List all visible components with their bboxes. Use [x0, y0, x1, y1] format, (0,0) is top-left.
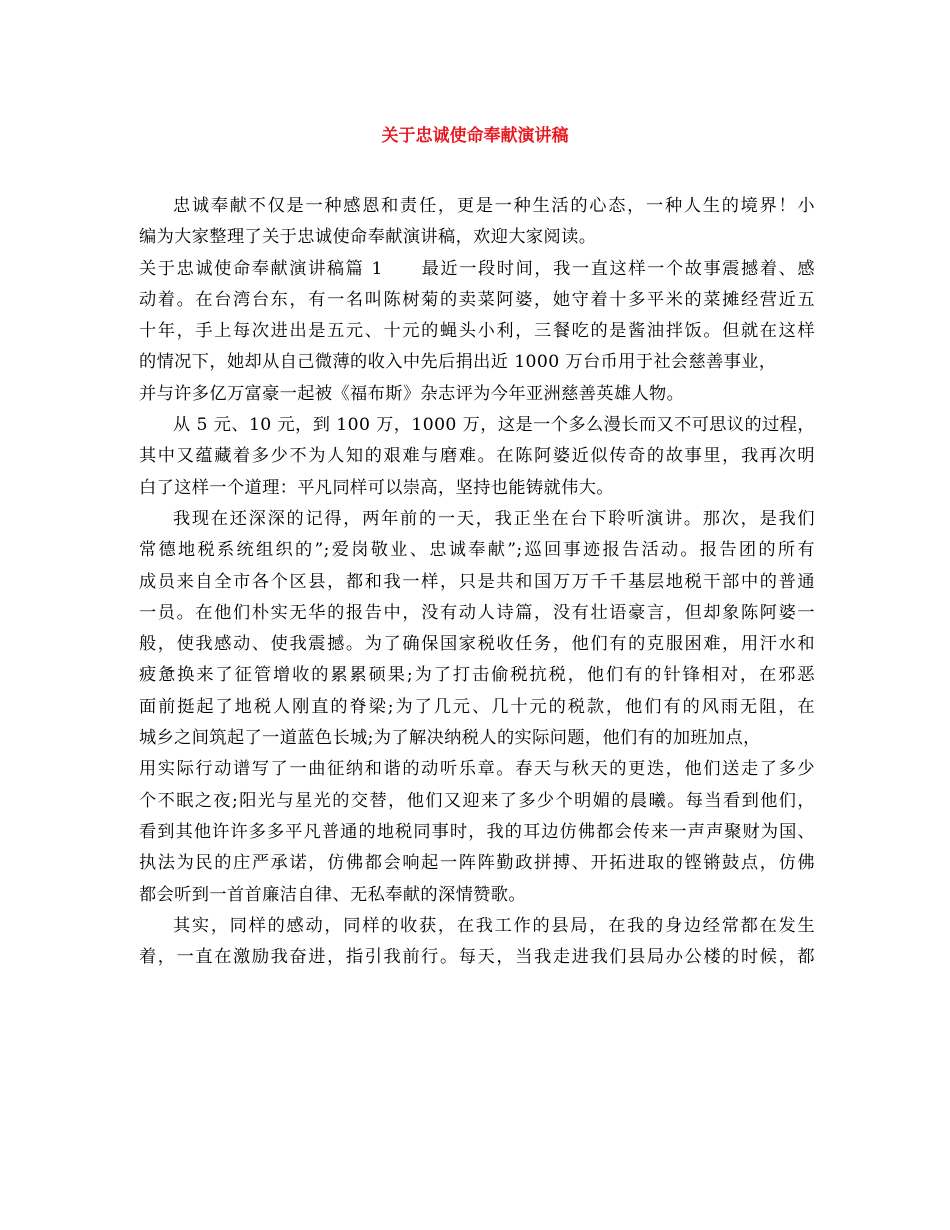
text-line: 着，一直在激励我奋进，指引我前行。每天，当我走进我们县局办公楼的时候，都 — [139, 947, 815, 968]
text-line: 动着。在台湾台东，有一名叫陈树菊的卖菜阿婆，她守着十多平米的菜摊经营近五 — [139, 289, 815, 310]
text-line: 疲惫换来了征管增收的累累硕果;为了打击偷税抗税，他们有的针锋相对，在邪恶 — [139, 665, 815, 686]
text-line: 我现在还深深的记得，两年前的一天，我正坐在台下聆听演讲。那次，是我们 — [173, 508, 815, 529]
text-line: 白了这样一个道理：平凡同样可以崇高，坚持也能铸就伟大。 — [139, 477, 614, 498]
document-title: 关于忠诚使命奉献演讲稿 — [381, 126, 569, 146]
text-line: 关于忠诚使命奉献演讲稿篇 1 最近一段时间，我一直这样一个故事震撼着、感 — [139, 258, 815, 279]
text-line: 的情况下，她却从自己微薄的收入中先后捐出近 1000 万台币用于社会慈善事业， — [139, 352, 777, 373]
text-line: 一员。在他们朴实无华的报告中，没有动人诗篇，没有壮语豪言，但却象陈阿婆一 — [139, 602, 815, 623]
text-line: 执法为民的庄严承诺，仿佛都会响起一阵阵勤政拼搏、开拓进取的铿锵鼓点，仿佛 — [139, 853, 815, 874]
text-line: 其实，同样的感动，同样的收获，在我工作的县局，在我的身边经常都在发生 — [173, 915, 815, 936]
text-line: 并与许多亿万富豪一起被《福布斯》杂志评为今年亚洲慈善英雄人物。 — [139, 383, 685, 404]
text-line: 城乡之间筑起了一道蓝色长城;为了解决纳税人的实际问题，他们有的加班加点， — [139, 728, 761, 749]
text-line: 般，使我感动、使我震撼。为了确保国家税收任务，他们有的克服困难，用汗水和 — [139, 634, 815, 655]
text-line: 忠诚奉献不仅是一种感恩和责任，更是一种生活的心态，一种人生的境界！小 — [173, 196, 815, 216]
text-line: 个不眠之夜;阳光与星光的交替，他们又迎来了多少个明媚的晨曦。每当看到他们， — [139, 790, 815, 811]
document-body — [139, 191, 815, 973]
text-line: 成员来自全市各个区县，都和我一样，只是共和国万万千千基层地税干部中的普通 — [139, 571, 815, 592]
text-line: 用实际行动谱写了一曲征纳和谐的动听乐章。春天与秋天的更迭，他们送走了多少 — [139, 759, 815, 780]
text-line: 编为大家整理了关于忠诚使命奉献演讲稿，欢迎大家阅读。 — [139, 227, 597, 248]
text-line: 从 5 元、10 元，到 100 万，1000 万，这是一个多么漫长而又不可思议的过程， — [173, 415, 815, 436]
text-line: 看到其他许许多多平凡普通的地税同事时，我的耳边仿佛都会传来一声声聚财为国、 — [139, 821, 815, 842]
text-line: 面前挺起了地税人刚直的脊梁;为了几元、几十元的税款，他们有的风雨无阻，在 — [139, 696, 815, 717]
text-line: 其中又蕴藏着多少不为人知的艰难与磨难。在陈阿婆近似传奇的故事里，我再次明 — [139, 446, 815, 467]
text-line: 常德地税系统组织的”;爱岗敬业、忠诚奉献”;巡回事迹报告活动。报告团的所有 — [139, 540, 815, 561]
text-line: 都会听到一首首廉洁自律、无私奉献的深情赞歌。 — [139, 884, 526, 905]
text-line: 十年，手上每次进出是五元、十元的蝇头小利，三餐吃的是酱油拌饭。但就在这样 — [139, 321, 815, 342]
